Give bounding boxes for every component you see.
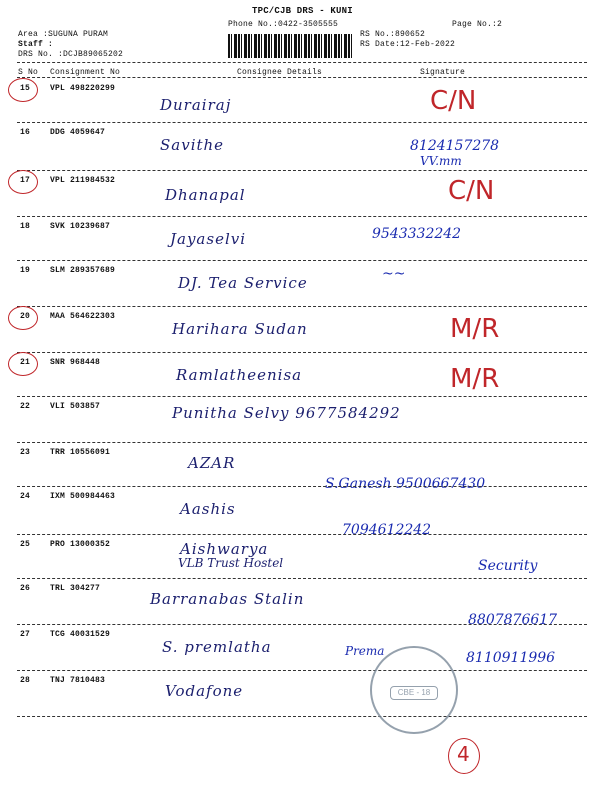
row-sno: 16 — [20, 128, 31, 137]
row-sno: 19 — [20, 266, 31, 275]
row-signature: M/R — [450, 364, 500, 394]
row-divider — [17, 670, 587, 671]
row-consignment: SLM 289357689 — [50, 266, 116, 275]
post-office-stamp — [370, 646, 458, 734]
row-consignment: VLI 503857 — [50, 402, 101, 411]
barcode-image — [228, 34, 354, 58]
row-sno: 15 — [20, 84, 31, 93]
col-consignment: Consignment No — [50, 68, 121, 77]
staff-label: Staff : — [18, 40, 54, 49]
row-signature-extra: Prema — [345, 644, 385, 658]
row-sno: 28 — [20, 676, 31, 685]
row-consignee: Harihara Sudan — [172, 320, 308, 338]
row-consignee: DJ. Tea Service — [178, 274, 308, 292]
row-sno: 17 — [20, 176, 31, 185]
row-signature: 8124157278 — [410, 138, 500, 154]
row-consignment: TNJ 7810483 — [50, 676, 106, 685]
row-sno: 23 — [20, 448, 31, 457]
page-mark-number: 4 — [457, 742, 470, 766]
row-divider — [17, 216, 587, 217]
drs-number: DRS No. :DCJB89065202 — [18, 50, 124, 59]
row-consignee: Aishwarya — [180, 540, 269, 558]
row-signature: ~~ — [382, 266, 406, 282]
row-consignment: MAA 564622303 — [50, 312, 116, 321]
row-signature: 7094612242 — [342, 522, 432, 538]
col-consignee: Consignee Details — [237, 68, 323, 77]
row-sno-circle — [8, 352, 38, 376]
row-signature: M/R — [450, 314, 500, 344]
row-consignment: SVK 10239687 — [50, 222, 111, 231]
row-consignee: Punitha Selvy 9677584292 — [172, 404, 401, 422]
row-consignment: TRR 10556091 — [50, 448, 111, 457]
row-consignee: Aashis — [180, 500, 236, 518]
row-sno: 20 — [20, 312, 31, 321]
header-divider-bottom — [17, 77, 587, 78]
row-sno: 21 — [20, 358, 31, 367]
row-signature: Security — [478, 558, 538, 574]
row-consignee: Dhanapal — [165, 186, 246, 204]
row-signature: 9543332242 — [372, 226, 462, 242]
page-number: Page No.:2 — [452, 20, 503, 29]
row-consignment: VPL 498220299 — [50, 84, 116, 93]
row-signature-extra: VV.mm — [420, 154, 462, 168]
row-consignment: DDG 4059647 — [50, 128, 106, 137]
row-signature: 8110911996 — [466, 650, 556, 666]
row-sno-circle — [8, 306, 38, 330]
row-divider — [17, 486, 587, 487]
row-divider — [17, 352, 587, 353]
col-sno: S No — [18, 68, 39, 77]
row-divider — [17, 716, 587, 717]
row-divider — [17, 396, 587, 397]
row-sno: 22 — [20, 402, 31, 411]
row-consignee-line2: VLB Trust Hostel — [178, 556, 284, 570]
row-signature: S.Ganesh 9500667430 — [325, 476, 486, 492]
col-signature: Signature — [420, 68, 466, 77]
stamp-label: CBE - 18 — [390, 686, 438, 700]
row-sno: 24 — [20, 492, 31, 501]
row-consignee: Ramlatheenisa — [176, 366, 303, 384]
row-consignee: Savithe — [160, 136, 225, 154]
row-sno-circle — [8, 78, 38, 102]
row-consignment: PRO 13000352 — [50, 540, 111, 549]
row-sno: 25 — [20, 540, 31, 549]
row-divider — [17, 170, 587, 171]
row-consignee: AZAR — [188, 454, 236, 472]
phone-number: Phone No.:0422-3505555 — [228, 20, 339, 29]
row-divider — [17, 122, 587, 123]
row-divider — [17, 578, 587, 579]
row-divider — [17, 624, 587, 625]
row-consignee: Durairaj — [160, 96, 232, 114]
row-divider — [17, 306, 587, 307]
row-consignment: VPL 211984532 — [50, 176, 116, 185]
row-consignee: S. premlatha — [162, 638, 272, 656]
row-sno: 26 — [20, 584, 31, 593]
row-sno: 18 — [20, 222, 31, 231]
row-divider — [17, 442, 587, 443]
row-consignee: Barranabas Stalin — [150, 590, 305, 608]
row-consignment: TCG 40031529 — [50, 630, 111, 639]
row-consignee: Vodafone — [165, 682, 244, 700]
rs-number: RS No.:890652 — [360, 30, 426, 39]
row-consignment: SNR 968448 — [50, 358, 101, 367]
row-signature: C/N — [448, 176, 495, 206]
row-consignment: TRL 304277 — [50, 584, 101, 593]
row-sno-circle — [8, 170, 38, 194]
row-signature: 8807876617 — [468, 612, 558, 628]
row-divider — [17, 534, 587, 535]
doc-title: TPC/CJB DRS - KUNI — [252, 6, 353, 16]
rs-date: RS Date:12-Feb-2022 — [360, 40, 456, 49]
row-sno: 27 — [20, 630, 31, 639]
row-signature: C/N — [430, 86, 477, 116]
row-consignment: IXM 500984463 — [50, 492, 116, 501]
row-divider — [17, 260, 587, 261]
row-consignee: Jayaselvi — [170, 230, 247, 248]
area-label: Area :SUGUNA PURAM — [18, 30, 109, 39]
header-divider-top — [17, 62, 587, 63]
